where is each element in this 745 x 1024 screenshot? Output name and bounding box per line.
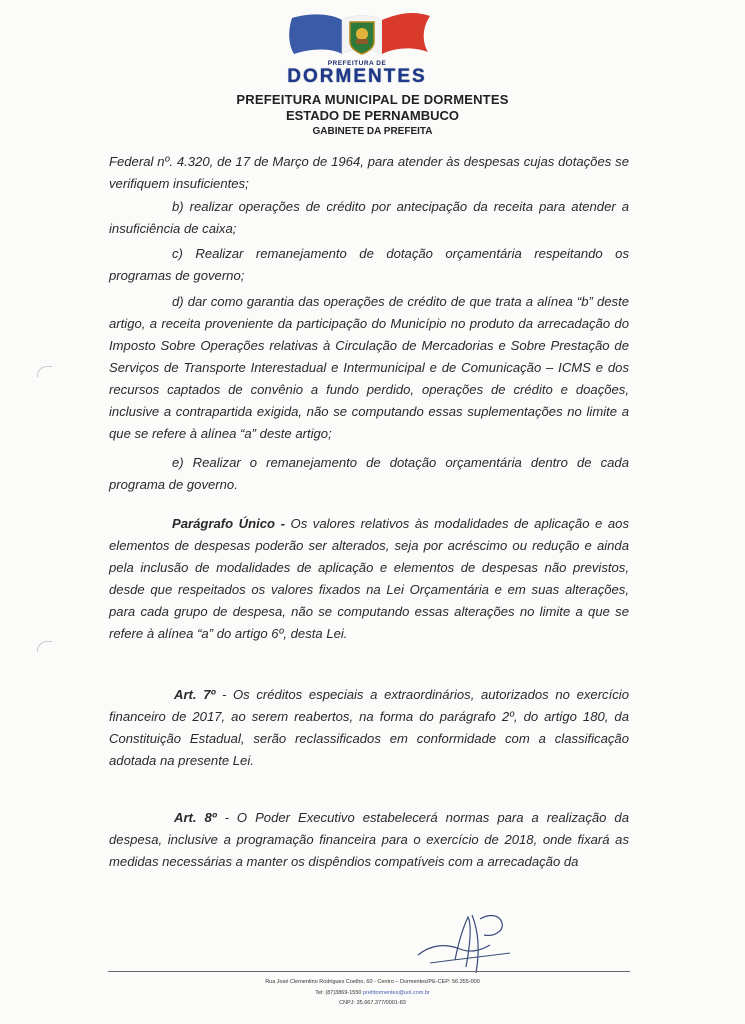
logo-wordmark (276, 60, 438, 88)
paragraph-unico-text: Os valores relativos às modalidades de aplicação e aos elementos de despesas poderão ser alterados, seja por acréscimo ou redução e ainda pela inclusão de modalidades de aplicação e elementos de despesas não previstos, desde que respeitados os valores fixados na Lei Orçamentária e em suas alterações, para cada grupo de despesa, não se computando essas alterações no limite a que se refere à alínea “a” do artigo 6º, desta Lei. (109, 516, 629, 641)
blue-flag-shape (289, 14, 342, 54)
paragraph-unico-label: Parágrafo Único - (172, 516, 285, 531)
paragraph-d: d) dar como garantia das operações de crédito de que trata a alínea “b” deste artigo, a receita proveniente da participação do Município no produto da arrecadação do Imposto Sobre Operações relativas à Circulação de Mercadorias e Sobre Prestação de Serviços de Transporte Interestadual e Intermunicipal e de Comunicação – ICMS e dos recursos captados de convênio a fundo perdido, operações de crédito e doações, inclusive a contrapartida exigida, não se computando essas suplementações no limite a que se refere à alínea “a” deste artigo; (109, 294, 629, 441)
article-7 (109, 684, 629, 772)
margin-punch-mark (37, 366, 52, 377)
coat-of-arms-icon (350, 22, 374, 54)
handwritten-signature (410, 905, 520, 980)
footer-divider (108, 971, 630, 972)
paragraph-e: e) Realizar o remanejamento de dotação orçamentária dentro de cada programa de governo. (109, 455, 629, 492)
logo-big-text: DORMENTES (287, 66, 427, 87)
header-line-2: ESTADO DE PERNAMBUCO (285, 108, 460, 123)
footer-email-link[interactable]: prefdormentes@uol.com.br (362, 990, 430, 996)
header-line-3: GABINETE DA PREFEITA (312, 126, 433, 137)
article-8-text: - O Poder Executivo estabelecerá normas para a realização da despesa, inclusive a programação financeira para o exercício de 2018, onde fixará as medidas necessárias a manter os dispêndios compatíveis com a arrecadação da (109, 810, 629, 869)
footer-address: Rua José Clementino Rodrigues Coelho, 60 - Centro – Dormentes/PE-CEP: 56.355-000 (265, 979, 480, 985)
paragraph-c: c) Realizar remanejamento de dotação orçamentária respeitando os programas de governo; (109, 246, 629, 283)
red-flag-shape (382, 13, 430, 54)
footer-cnpj: CNPJ: 35.667.377/0001-83 (339, 1000, 406, 1006)
margin-punch-mark (37, 641, 52, 652)
paragraph-unico (109, 513, 629, 645)
paragraph-1: Federal nº. 4.320, de 17 de Março de 1964, para atender às despesas cujas dotações se verifiquem insuficientes; (109, 154, 629, 191)
footer-phone: Tel: (87)3869-1550 (315, 990, 363, 996)
paragraph-b: b) realizar operações de crédito por antecipação da receita para atender a insuficiência de caixa; (109, 199, 629, 236)
article-7-label: Art. 7º (174, 687, 216, 702)
article-8 (109, 807, 629, 873)
article-7-text: - Os créditos especiais a extraordinários, autorizados no exercício financeiro de 2017, ao serem reabertos, na forma do parágrafo 2º, do artigo 180, da Constituição Estadual, serão reclassificados em conformidade com a classificação adotada na presente Lei. (109, 687, 629, 768)
logo-small-text: PREFEITURA DE (327, 60, 387, 67)
header-line-1: PREFEITURA MUNICIPAL DE DORMENTES (236, 92, 509, 107)
footer-contact (0, 990, 745, 996)
article-8-label: Art. 8º (174, 810, 217, 825)
